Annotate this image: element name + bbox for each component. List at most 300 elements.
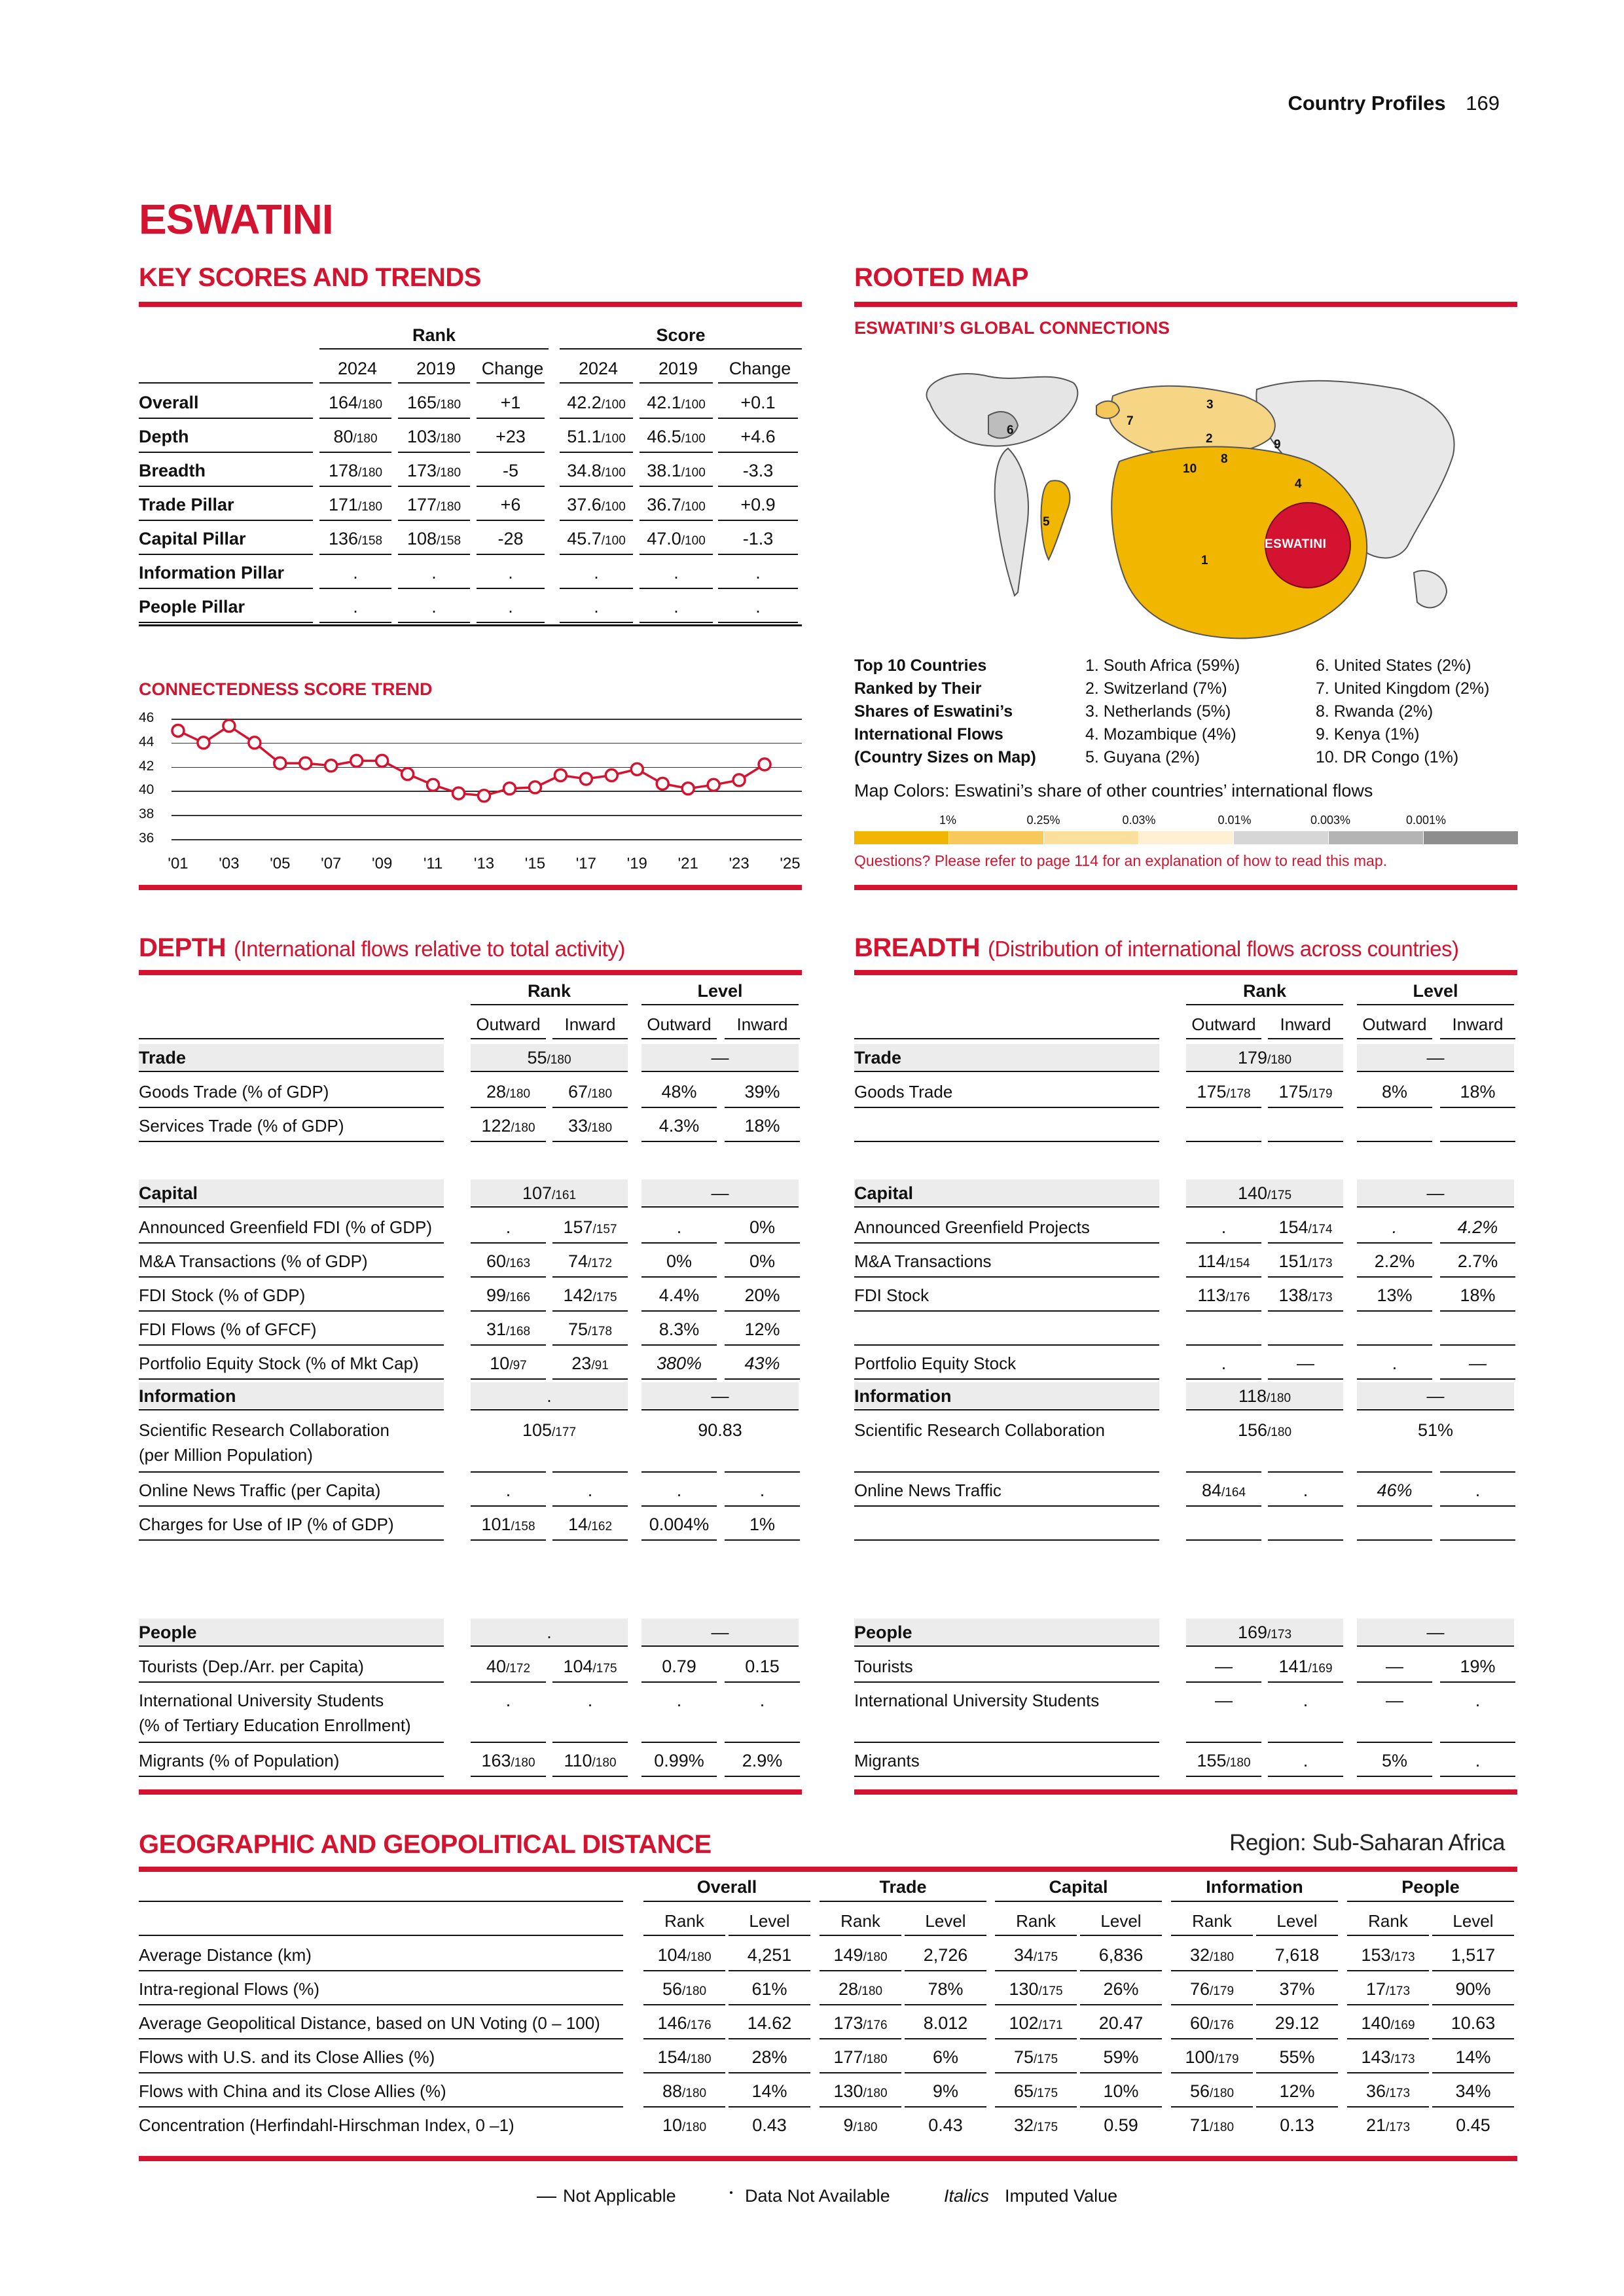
rank-denominator: /100 <box>601 500 626 514</box>
label-col-rule <box>139 1038 444 1039</box>
rank-number: 114 <box>1197 1251 1226 1271</box>
rank-outward <box>471 1116 546 1136</box>
row-rule <box>729 2072 810 2073</box>
rank-value <box>640 529 713 549</box>
row-rule <box>725 1539 800 1541</box>
top10-entry: 10. DR Congo (1%) <box>1316 748 1459 766</box>
section-rule <box>854 1206 1159 1208</box>
rank-number: 153 <box>1361 1945 1391 1965</box>
rank-number: 164 <box>328 393 359 412</box>
rank-denominator: /180 <box>682 1984 707 1998</box>
country-title: ESWATINI <box>139 196 333 243</box>
row-rule <box>1186 1505 1261 1507</box>
rank-denominator: /172 <box>588 1257 613 1270</box>
rank-value <box>398 597 470 617</box>
row-rule <box>1357 1505 1432 1507</box>
change-value: -1.3 <box>742 529 774 548</box>
row-rule <box>552 1310 628 1312</box>
rank-inward <box>1268 1285 1343 1306</box>
col-rule <box>319 382 391 384</box>
rank-denominator: /176 <box>863 2018 888 2032</box>
x-tick-label: '05 <box>270 855 291 872</box>
level-value: 90% <box>1455 1979 1491 1999</box>
color-scale-label: 0.03% <box>1122 814 1156 827</box>
row-rule <box>1440 1107 1515 1108</box>
level-inward: 1% <box>749 1515 776 1534</box>
row-rule <box>471 1107 546 1108</box>
level-outward: . <box>676 1691 682 1710</box>
level-inward: . <box>759 1480 765 1500</box>
subcol-header: Inward <box>564 1014 616 1034</box>
subcol-header: Outward <box>476 1014 541 1034</box>
gridline <box>171 815 802 816</box>
level-value: 7,618 <box>1274 1945 1320 1965</box>
data-point <box>554 769 566 781</box>
section-subtitle: (International flows relative to total activity) <box>234 937 625 961</box>
rank-outward <box>1186 1657 1261 1677</box>
rank-value <box>640 427 713 447</box>
group-header: Information <box>1206 1877 1303 1897</box>
top10-entry: 1. South Africa (59%) <box>1085 656 1240 675</box>
rank-outward <box>1186 1082 1261 1102</box>
row-rule <box>854 1107 1159 1108</box>
row-rule <box>471 1242 546 1244</box>
row-rule <box>139 520 313 521</box>
rank-number: 28 <box>486 1082 507 1102</box>
rank-outward <box>1186 1251 1261 1272</box>
level-value: 0.59 <box>1104 2115 1138 2135</box>
data-point <box>733 774 745 786</box>
sub-rule <box>1080 1935 1162 1936</box>
row-rule <box>139 1242 444 1244</box>
rank-number: 173 <box>406 461 437 480</box>
rank-number: . <box>1303 1751 1308 1770</box>
dash-symbol <box>537 2197 556 2198</box>
rank-denominator: /180 <box>1267 1053 1292 1067</box>
section-name: Trade <box>854 1048 902 1067</box>
data-point <box>402 768 414 780</box>
row-rule <box>1186 1471 1261 1473</box>
row-rule <box>995 2072 1077 2073</box>
row-rule <box>1440 1344 1515 1346</box>
row-rule <box>139 1742 444 1743</box>
row-rule <box>1440 1776 1515 1777</box>
level-inward: 43% <box>744 1354 780 1373</box>
col-rule <box>477 382 545 384</box>
row-rule <box>139 1107 444 1108</box>
color-scale-swatch <box>949 831 1044 844</box>
row-rule <box>725 1742 800 1743</box>
x-tick-label: '11 <box>423 855 443 872</box>
column-header: Change <box>481 359 544 378</box>
row-rule <box>725 1505 800 1507</box>
trend-title: CONNECTEDNESS SCORE TREND <box>139 679 433 699</box>
rank-denominator: /173 <box>1308 1257 1333 1270</box>
rank-number: 143 <box>1361 2047 1391 2067</box>
row-rule <box>1440 1310 1515 1312</box>
top10-legend-title: Top 10 Countries <box>854 656 987 675</box>
level-outward: 48% <box>661 1082 697 1102</box>
row-label: Tourists (Dep./Arr. per Capita) <box>139 1657 364 1676</box>
map-help-text: Questions? Please refer to page 114 for an explanation of how to read this map. <box>854 852 1388 869</box>
dot-symbol <box>730 2191 732 2194</box>
row-rule <box>640 554 713 555</box>
rank-number: 130 <box>833 2081 863 2101</box>
level-header: Level <box>697 981 743 1001</box>
map-number-label: 3 <box>1206 398 1214 412</box>
rank-number: 17 <box>1365 1979 1386 1999</box>
rank-outward <box>471 1657 546 1677</box>
section-rule <box>471 1071 628 1072</box>
map-number-label: 4 <box>1295 477 1302 491</box>
section-rule <box>139 1206 444 1208</box>
row-rule <box>1268 1742 1343 1743</box>
section-level: — <box>1426 1183 1445 1203</box>
y-tick-label: 38 <box>139 806 154 822</box>
row-rule <box>905 2106 986 2108</box>
row-rule <box>552 1344 628 1346</box>
row-rule <box>1357 1344 1432 1346</box>
level-inward: 0% <box>749 1251 776 1271</box>
row-rule <box>471 1681 546 1683</box>
sub-rule <box>820 1935 901 1936</box>
rank-number: 130 <box>1009 1979 1039 1999</box>
section-rule <box>1357 1206 1514 1208</box>
row-rule <box>552 1776 628 1777</box>
row-rule <box>477 418 545 419</box>
row-rule <box>477 622 545 623</box>
level-value: 4,251 <box>747 1945 792 1965</box>
rank-value <box>319 529 391 549</box>
row-rule <box>1256 1970 1338 1971</box>
change-value: . <box>755 563 761 583</box>
row-rule <box>854 1378 1159 1380</box>
rank-number: 146 <box>657 2013 687 2033</box>
subcol-header: Outward <box>1191 1014 1256 1034</box>
rank-denominator: /100 <box>681 534 706 548</box>
rank-number: . <box>505 1691 511 1710</box>
row-rule <box>820 1970 901 1971</box>
data-point <box>708 779 719 791</box>
x-tick-label: '23 <box>729 855 749 872</box>
rank-number: — <box>1215 1657 1233 1676</box>
rank-value <box>560 597 633 617</box>
rank-denominator: /176 <box>687 2018 712 2032</box>
row-rule <box>1268 1310 1343 1312</box>
merged-level: 51% <box>1417 1420 1454 1440</box>
map-bottom-rule <box>854 885 1517 890</box>
row-rule <box>139 1141 444 1142</box>
x-tick-label: '09 <box>372 855 393 872</box>
level-outward: 4.4% <box>659 1285 700 1305</box>
level-value: 37% <box>1279 1979 1315 1999</box>
color-scale-swatch <box>1329 831 1424 844</box>
section-level: — <box>1426 1623 1445 1642</box>
rank-number: 56 <box>1189 2081 1210 2101</box>
map-number-label: 6 <box>1007 423 1014 437</box>
section-rule <box>1357 1645 1514 1647</box>
rank-denominator: /180 <box>682 2087 707 2100</box>
row-rule <box>854 1681 1159 1683</box>
gridline <box>171 719 802 720</box>
level-outward: 46% <box>1377 1480 1413 1500</box>
level-inward: 2.9% <box>742 1751 783 1770</box>
row-rule <box>1256 2004 1338 2005</box>
top10-entry: 2. Switzerland (7%) <box>1085 679 1227 698</box>
rank-number: 151 <box>1278 1251 1308 1271</box>
rank-number: 177 <box>406 495 437 514</box>
row-rule <box>1440 1471 1515 1473</box>
subcol-rule <box>552 1038 628 1039</box>
rank-value <box>319 393 391 413</box>
rank-number: 10 <box>490 1354 510 1373</box>
x-tick-label: '21 <box>677 855 698 872</box>
rank-value <box>560 427 633 447</box>
rank-number: 177 <box>833 2047 863 2067</box>
row-rule <box>319 622 391 623</box>
row-rule <box>854 1539 1159 1541</box>
rank-denominator: /179 <box>1214 2053 1239 2066</box>
group-header: Trade <box>879 1877 927 1897</box>
rank-value <box>398 529 470 549</box>
row-label: Trade Pillar <box>139 495 234 514</box>
top10-legend-title: Ranked by Their <box>854 679 982 698</box>
row-rule <box>1357 1276 1432 1278</box>
row-rule <box>552 1471 628 1473</box>
row-rule <box>319 588 391 589</box>
rank-denominator: /180 <box>353 432 378 446</box>
row-rule <box>995 2004 1077 2005</box>
x-tick-label: '25 <box>780 855 801 872</box>
change-value: +0.9 <box>740 495 776 514</box>
level-value: 6% <box>932 2047 959 2067</box>
rank-value <box>1347 2013 1429 2034</box>
row-rule <box>640 452 713 453</box>
rank-value <box>1171 2115 1253 2136</box>
section-name: People <box>854 1623 912 1642</box>
rank-header-rule <box>471 1004 628 1005</box>
color-scale-label: 0.001% <box>1406 814 1447 827</box>
row-rule <box>471 1310 546 1312</box>
rank-number: 84 <box>1201 1480 1222 1500</box>
rank-inward <box>552 1751 628 1771</box>
rank-number: 33 <box>568 1116 588 1136</box>
subcol-rule <box>725 1038 800 1039</box>
row-rule <box>995 2106 1077 2108</box>
rank-value <box>640 495 713 515</box>
color-scale-label: 0.01% <box>1218 814 1252 827</box>
row-rule <box>1440 1539 1515 1541</box>
row-rule <box>139 2072 623 2073</box>
rank-group-rule <box>319 348 549 350</box>
rank-denominator: /180 <box>863 1950 888 1964</box>
rank-number: 113 <box>1197 1285 1226 1305</box>
row-label: Information Pillar <box>139 563 285 583</box>
y-tick-label: 42 <box>139 758 154 774</box>
data-point <box>503 783 515 795</box>
rank-outward <box>1186 1217 1261 1238</box>
level-header: Level <box>1413 981 1458 1001</box>
section-rule <box>1186 1071 1343 1072</box>
geo-bottom-rule <box>139 2156 1517 2161</box>
rank-denominator: /154 <box>1225 1257 1250 1270</box>
row-rule <box>319 554 391 555</box>
row-rule <box>139 1505 444 1507</box>
level-inward: 19% <box>1460 1657 1496 1676</box>
row-label: Average Distance (km) <box>139 1945 312 1965</box>
row-rule <box>1268 1242 1343 1244</box>
column-header: 2024 <box>337 359 378 378</box>
label-col-rule <box>139 1935 623 1936</box>
group-header: Overall <box>696 1877 757 1897</box>
section-rank <box>471 1048 628 1068</box>
rank-denominator: /158 <box>358 534 383 548</box>
row-rule <box>725 1344 800 1346</box>
rank-denominator: /100 <box>681 466 706 480</box>
row-rule <box>854 1505 1159 1507</box>
gridline <box>171 767 802 768</box>
rank-denominator: /180 <box>863 2053 888 2066</box>
row-rule <box>1268 1681 1343 1683</box>
rank-inward <box>552 1217 628 1238</box>
row-rule <box>1171 2106 1253 2108</box>
row-rule <box>905 2038 986 2039</box>
rank-number: 171 <box>328 495 359 514</box>
section-rule <box>854 1071 1159 1072</box>
rank-denominator: /161 <box>552 1189 577 1202</box>
rank-outward <box>471 1480 546 1501</box>
rank-value <box>560 393 633 413</box>
top10-legend-title: Shares of Eswatini’s <box>854 702 1013 721</box>
y-tick-label: 36 <box>139 831 154 846</box>
rank-value <box>995 2047 1077 2068</box>
level-value: 29.12 <box>1274 2013 1320 2033</box>
row-rule <box>1347 2072 1429 2073</box>
rank-denominator: /157 <box>592 1223 617 1236</box>
row-rule <box>718 588 798 589</box>
row-rule <box>1357 1539 1432 1541</box>
subcol-header: Outward <box>1362 1014 1427 1034</box>
section-name: Capital <box>139 1183 198 1203</box>
rank-denominator: /180 <box>687 1950 712 1964</box>
rank-denominator: /169 <box>1308 1662 1333 1676</box>
row-rule <box>552 1242 628 1244</box>
data-point <box>631 763 643 775</box>
rank-value <box>398 393 470 413</box>
level-subheader: Level <box>1453 1911 1494 1931</box>
row-rule <box>641 1378 717 1380</box>
rank-value <box>995 2115 1077 2136</box>
rank-denominator: /180 <box>592 1756 617 1770</box>
group-header: People <box>1401 1877 1460 1897</box>
row-rule <box>729 1970 810 1971</box>
row-rule <box>398 520 470 521</box>
rank-denominator: /180 <box>1210 2121 1235 2134</box>
row-rule <box>643 2072 725 2073</box>
rank-denominator: /180 <box>437 500 461 514</box>
rank-number: 149 <box>833 1945 863 1965</box>
row-label: Overall <box>139 393 199 412</box>
row-rule <box>471 1378 546 1380</box>
row-rule <box>1186 1378 1261 1380</box>
rank-value <box>820 2013 901 2034</box>
row-rule <box>725 1141 800 1142</box>
y-tick-label: 46 <box>139 710 154 725</box>
rank-number: — <box>1215 1691 1233 1710</box>
rank-inward <box>1268 1251 1343 1272</box>
section-name: People <box>139 1623 197 1642</box>
section-rank <box>471 1386 628 1407</box>
rank-number: 141 <box>1278 1657 1308 1676</box>
map-number-label: 9 <box>1274 438 1281 452</box>
level-inward: 18% <box>1460 1285 1496 1305</box>
label-col-rule <box>139 1901 623 1902</box>
score-group-rule <box>560 348 802 350</box>
level-inward: 0% <box>749 1217 776 1237</box>
row-label: Concentration (Herfindahl-Hirschman Index, 0 –1) <box>139 2115 514 2135</box>
row-rule <box>640 520 713 521</box>
rank-number: 71 <box>1189 2115 1210 2135</box>
row-rule <box>725 1276 800 1278</box>
row-rule <box>729 2106 810 2108</box>
level-value: 6,836 <box>1098 1945 1144 1965</box>
rank-value <box>319 597 391 617</box>
row-rule <box>725 1310 800 1312</box>
sub-rule <box>1432 1935 1514 1936</box>
section-name: Information <box>139 1386 236 1406</box>
rank-inward <box>1268 1354 1343 1374</box>
change-value: +1 <box>500 393 521 412</box>
sub-rule <box>1347 1935 1429 1936</box>
row-rule <box>1268 1276 1343 1278</box>
change-value: +4.6 <box>740 427 776 446</box>
change-value: -28 <box>497 529 524 548</box>
row-rule <box>471 1776 546 1777</box>
level-outward: . <box>676 1480 682 1500</box>
section-rule <box>139 1645 444 1647</box>
level-outward: 380% <box>656 1354 702 1373</box>
breadth-header-rule <box>854 970 1517 975</box>
color-scale-swatch <box>1139 831 1234 844</box>
level-inward: — <box>1469 1354 1487 1373</box>
row-rule <box>1357 1471 1432 1473</box>
row-rule <box>471 1539 546 1541</box>
rank-number: 175 <box>1278 1082 1308 1102</box>
data-point <box>325 760 337 772</box>
row-rule <box>139 1344 444 1346</box>
rank-number: 100 <box>1185 2047 1215 2067</box>
row-rule <box>1186 1276 1261 1278</box>
row-rule <box>1357 1378 1432 1380</box>
rank-denominator: /172 <box>506 1662 531 1676</box>
color-scale-label: 0.003% <box>1310 814 1351 827</box>
row-rule <box>1186 1776 1261 1777</box>
row-rule <box>139 452 313 453</box>
rank-number: 45.7 <box>567 529 602 548</box>
imputed-value-text: Imputed Value <box>1005 2186 1118 2206</box>
rank-denominator: /180 <box>858 1984 883 1998</box>
section-level: — <box>711 1048 729 1067</box>
row-rule <box>725 1107 800 1108</box>
rank-denominator: /173 <box>1386 2121 1411 2134</box>
column-header: Change <box>729 359 791 378</box>
rank-inward <box>1268 1691 1343 1711</box>
rank-number: 76 <box>1189 1979 1210 1999</box>
geo-region: Region: Sub-Saharan Africa <box>1229 1830 1505 1856</box>
top10-legend-title: International Flows <box>854 725 1003 744</box>
level-header-rule <box>1357 1004 1514 1005</box>
row-rule <box>1432 2106 1514 2108</box>
